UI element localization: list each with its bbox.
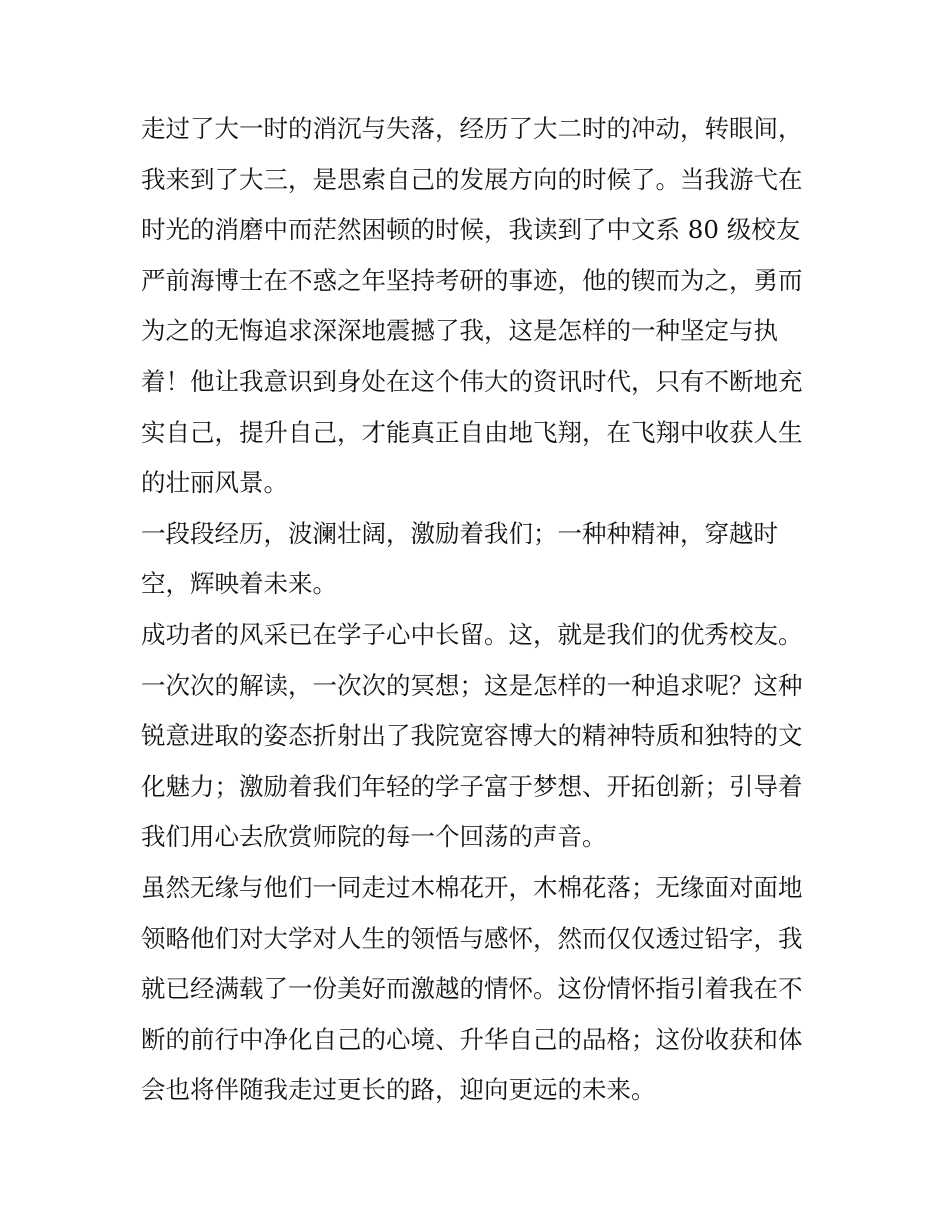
text-line: 锐意进取的姿态折射出了我院宽容博大的精神特质和独特的文 [141,721,803,751]
text-line: 为之的无悔追求深深地震撼了我，这是怎样的一种坚定与执 [141,316,778,346]
text-line: 我来到了大三，是思索自己的发展方向的时候了。当我游弋在 [141,164,803,194]
document-body [141,104,813,1116]
text-line: 着！他让我意识到身处在这个伟大的资讯时代，只有不断地充 [141,366,803,396]
text-line: 虽然无缘与他们一同走过木棉花开，木棉花落；无缘面对面地 [141,872,803,902]
text-line: 一段段经历，波澜壮阔，激励着我们；一种种精神，穿越时 [141,518,778,548]
paragraph-1 [141,104,813,509]
paragraph-4 [141,661,813,863]
text-line: 成功者的风采已在学子心中长留。这，就是我们的优秀校友。 [141,619,803,649]
text-line: 我们用心去欣赏师院的每一个回荡的声音。 [141,822,607,852]
text-line: 时光的消磨中而茫然困顿的时候，我读到了中文系 80 级校友 [141,215,801,245]
text-line: 断的前行中净化自己的心境、升华自己的品格；这份收获和体 [141,1024,803,1054]
text-line: 空，辉映着未来。 [141,569,337,599]
paragraph-3 [141,610,813,661]
paragraph-5 [141,863,813,1116]
text-line: 会也将伴随我走过更长的路，迎向更远的未来。 [141,1075,656,1105]
text-line: 化魅力；激励着我们年轻的学子富于梦想、开拓创新；引导着 [141,771,803,801]
text-line: 领略他们对大学对人生的领悟与感怀，然而仅仅透过铅字，我 [141,923,803,953]
text-line: 走过了大一时的消沉与失落，经历了大二时的冲动，转眼间， [141,114,803,143]
text-line: 严前海博士在不惑之年坚持考研的事迹，他的锲而为之，勇而 [141,265,803,295]
text-line: 就已经满载了一份美好而激越的情怀。这份情怀指引着我在不 [141,974,803,1004]
text-line: 的壮丽风景。 [141,468,288,498]
paragraph-2 [141,509,813,610]
text-line: 实自己，提升自己，才能真正自由地飞翔，在飞翔中收获人生 [141,417,803,447]
text-line: 一次次的解读，一次次的冥想；这是怎样的一种追求呢？这种 [141,670,803,700]
